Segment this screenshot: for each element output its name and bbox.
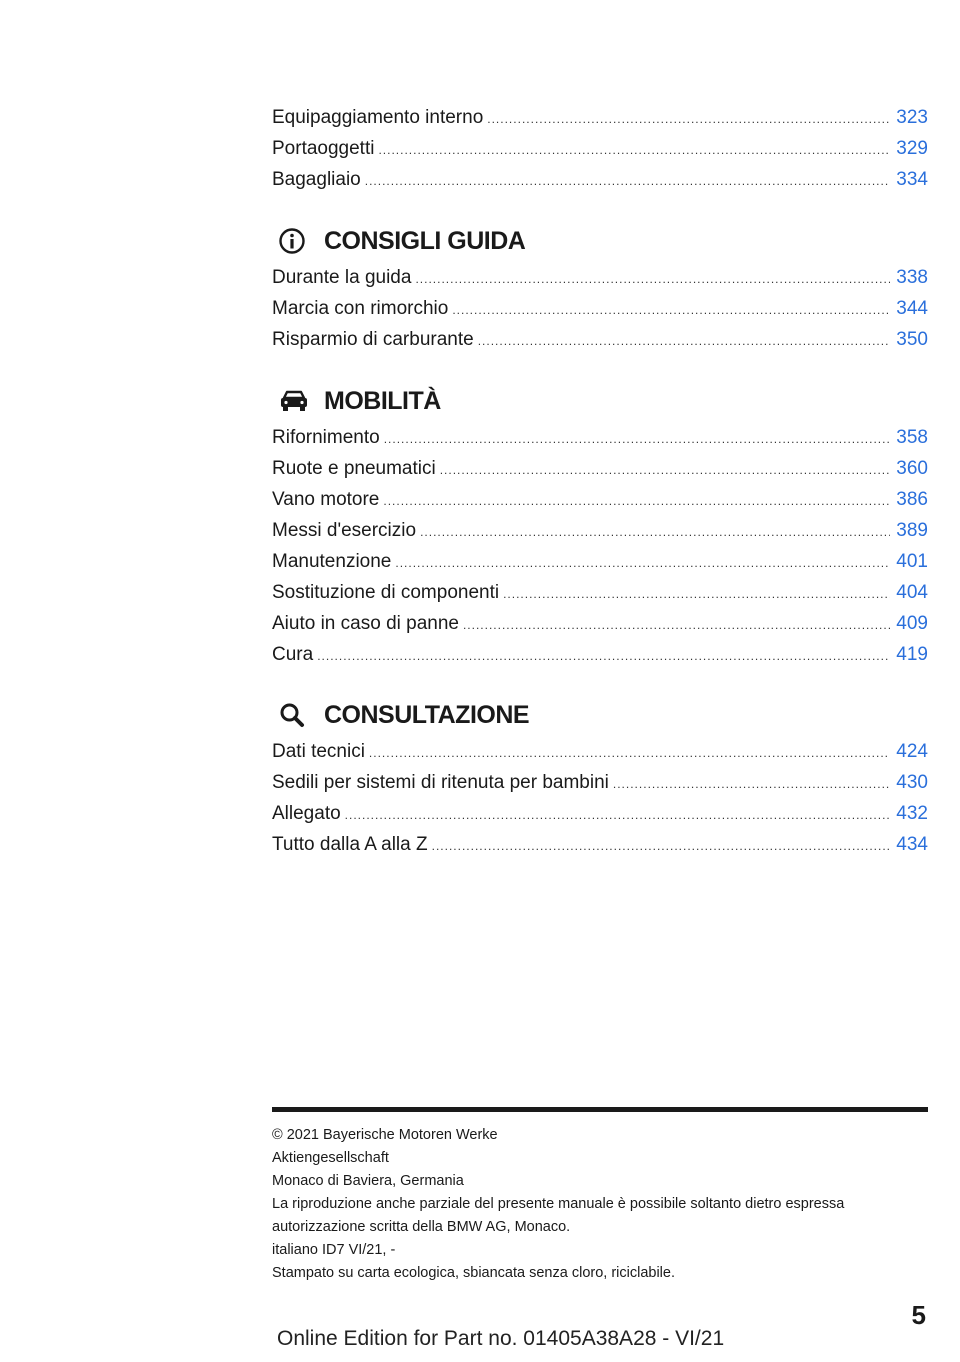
toc-entry-ruote-e-pneumatici[interactable] — [272, 456, 928, 482]
copyright-line: © 2021 Bayerische Motoren Werke — [272, 1127, 498, 1143]
toc-entry-title: Rifornimento — [272, 427, 380, 448]
toc-entry-messi-d-esercizio[interactable] — [272, 518, 928, 544]
toc-entry-durante-la-guida[interactable] — [272, 265, 928, 291]
toc-entry-page[interactable]: 401 — [896, 551, 928, 572]
toc-entry-page[interactable]: 344 — [896, 298, 928, 319]
toc-entry-risparmio-di-carburante[interactable] — [272, 327, 928, 353]
section-heading-consigli-guida — [272, 221, 928, 261]
section-title: MOBILITÀ — [324, 386, 441, 415]
toc-entry-title: Dati tecnici — [272, 741, 365, 762]
dot-leader — [369, 740, 890, 766]
section-title: CONSIGLI GUIDA — [324, 226, 526, 255]
dot-leader — [384, 426, 891, 452]
toc-entry-dati-tecnici[interactable] — [272, 739, 928, 765]
paper-line: Stampato su carta ecologica, sbiancata senza cloro, riciclabile. — [272, 1265, 675, 1281]
toc-entry-page[interactable]: 358 — [896, 427, 928, 448]
toc-entry-marcia-con-rimorchio[interactable] — [272, 296, 928, 322]
toc-entry-sostituzione-di-componenti[interactable] — [272, 580, 928, 606]
toc-entry-page[interactable]: 334 — [896, 169, 928, 190]
toc-entry-title: Manutenzione — [272, 551, 392, 572]
dot-leader — [452, 297, 890, 323]
dot-leader — [478, 328, 891, 354]
dot-leader — [395, 550, 890, 576]
city-line: Monaco di Baviera, Germania — [272, 1173, 464, 1189]
toc-entry-vano-motore[interactable] — [272, 487, 928, 513]
toc-entry-page[interactable]: 386 — [896, 489, 928, 510]
dot-leader — [440, 457, 891, 483]
dot-leader — [613, 771, 890, 797]
edition-line: italiano ID7 VI/21, - — [272, 1242, 396, 1258]
toc-entry-title: Marcia con rimorchio — [272, 298, 449, 319]
toc-entry-title: Cura — [272, 644, 314, 665]
toc-entry-title: Ruote e pneumatici — [272, 458, 436, 479]
toc-entry-title: Messi d'esercizio — [272, 520, 417, 541]
toc-entry-allegato[interactable] — [272, 801, 928, 827]
toc-entry-page[interactable]: 338 — [896, 267, 928, 288]
toc-entry-page[interactable]: 350 — [896, 329, 928, 350]
toc-entry-title: Sedili per sistemi di ritenuta per bambini — [272, 772, 609, 793]
toc-entry-page[interactable]: 430 — [896, 772, 928, 793]
toc-entry-page[interactable]: 434 — [896, 834, 928, 855]
toc-entry-title: Vano motore — [272, 489, 380, 510]
toc-entry-title: Allegato — [272, 803, 341, 824]
toc-entry-page[interactable]: 404 — [896, 582, 928, 603]
toc-entry-cura[interactable] — [272, 642, 928, 668]
imprint-block — [272, 1124, 932, 1285]
toc-entry-page[interactable]: 409 — [896, 613, 928, 634]
toc-entry-page[interactable]: 432 — [896, 803, 928, 824]
company-line: Aktiengesellschaft — [272, 1150, 389, 1166]
toc-entry-page[interactable]: 323 — [896, 107, 928, 128]
dot-leader — [415, 266, 890, 292]
rights-line-1: La riproduzione anche parziale del presente manuale è possibile soltanto dietro espressa — [272, 1196, 845, 1212]
toc-entry-title: Equipaggiamento interno — [272, 107, 484, 128]
dot-leader — [503, 581, 890, 607]
toc-entry-page[interactable]: 419 — [896, 644, 928, 665]
info-circle-icon — [272, 221, 316, 261]
toc-entry-tutto-dalla-a-alla-z[interactable] — [272, 832, 928, 858]
toc-entry-bagagliaio[interactable] — [272, 167, 928, 193]
toc-entry-aiuto-in-caso-di-panne[interactable] — [272, 611, 928, 637]
dot-leader — [378, 137, 890, 163]
dot-leader — [345, 802, 891, 828]
page-number: 5 — [911, 1300, 926, 1330]
toc-entry-rifornimento[interactable] — [272, 425, 928, 451]
toc-entry-title: Aiuto in caso di panne — [272, 613, 459, 634]
toc-entry-title: Durante la guida — [272, 267, 412, 288]
toc-entry-page[interactable]: 424 — [896, 741, 928, 762]
search-icon — [272, 695, 316, 735]
toc-entry-page[interactable]: 389 — [896, 520, 928, 541]
dot-leader — [383, 488, 890, 514]
dot-leader — [463, 612, 890, 638]
toc-entry-title: Sostituzione di componenti — [272, 582, 500, 603]
toc-entry-page[interactable]: 360 — [896, 458, 928, 479]
toc-entry-equipaggiamento-interno[interactable] — [272, 105, 928, 131]
toc-entry-title: Risparmio di carburante — [272, 329, 474, 350]
dot-leader — [432, 833, 891, 859]
footer-divider — [272, 1107, 928, 1112]
rights-line-2: autorizzazione scritta della BMW AG, Monaco. — [272, 1219, 571, 1235]
toc-entry-page[interactable]: 329 — [896, 138, 928, 159]
dot-leader — [365, 168, 891, 194]
section-heading-consultazione — [272, 695, 928, 735]
dot-leader — [317, 643, 890, 669]
dot-leader — [487, 106, 890, 132]
dot-leader — [420, 519, 890, 545]
online-edition-watermark: Online Edition for Part no. 01405A38A28 - VI/21 — [277, 1327, 725, 1350]
car-icon — [272, 381, 316, 421]
toc-entry-title: Bagagliaio — [272, 169, 361, 190]
section-heading-mobilita — [272, 381, 928, 421]
toc-entry-title: Tutto dalla A alla Z — [272, 834, 428, 855]
toc-entry-sedili-per-sistemi-di-ritenuta[interactable] — [272, 770, 928, 796]
toc-entry-title: Portaoggetti — [272, 138, 375, 159]
toc-entry-portaoggetti[interactable] — [272, 136, 928, 162]
section-title: CONSULTAZIONE — [324, 700, 530, 729]
toc-entry-manutenzione[interactable] — [272, 549, 928, 575]
